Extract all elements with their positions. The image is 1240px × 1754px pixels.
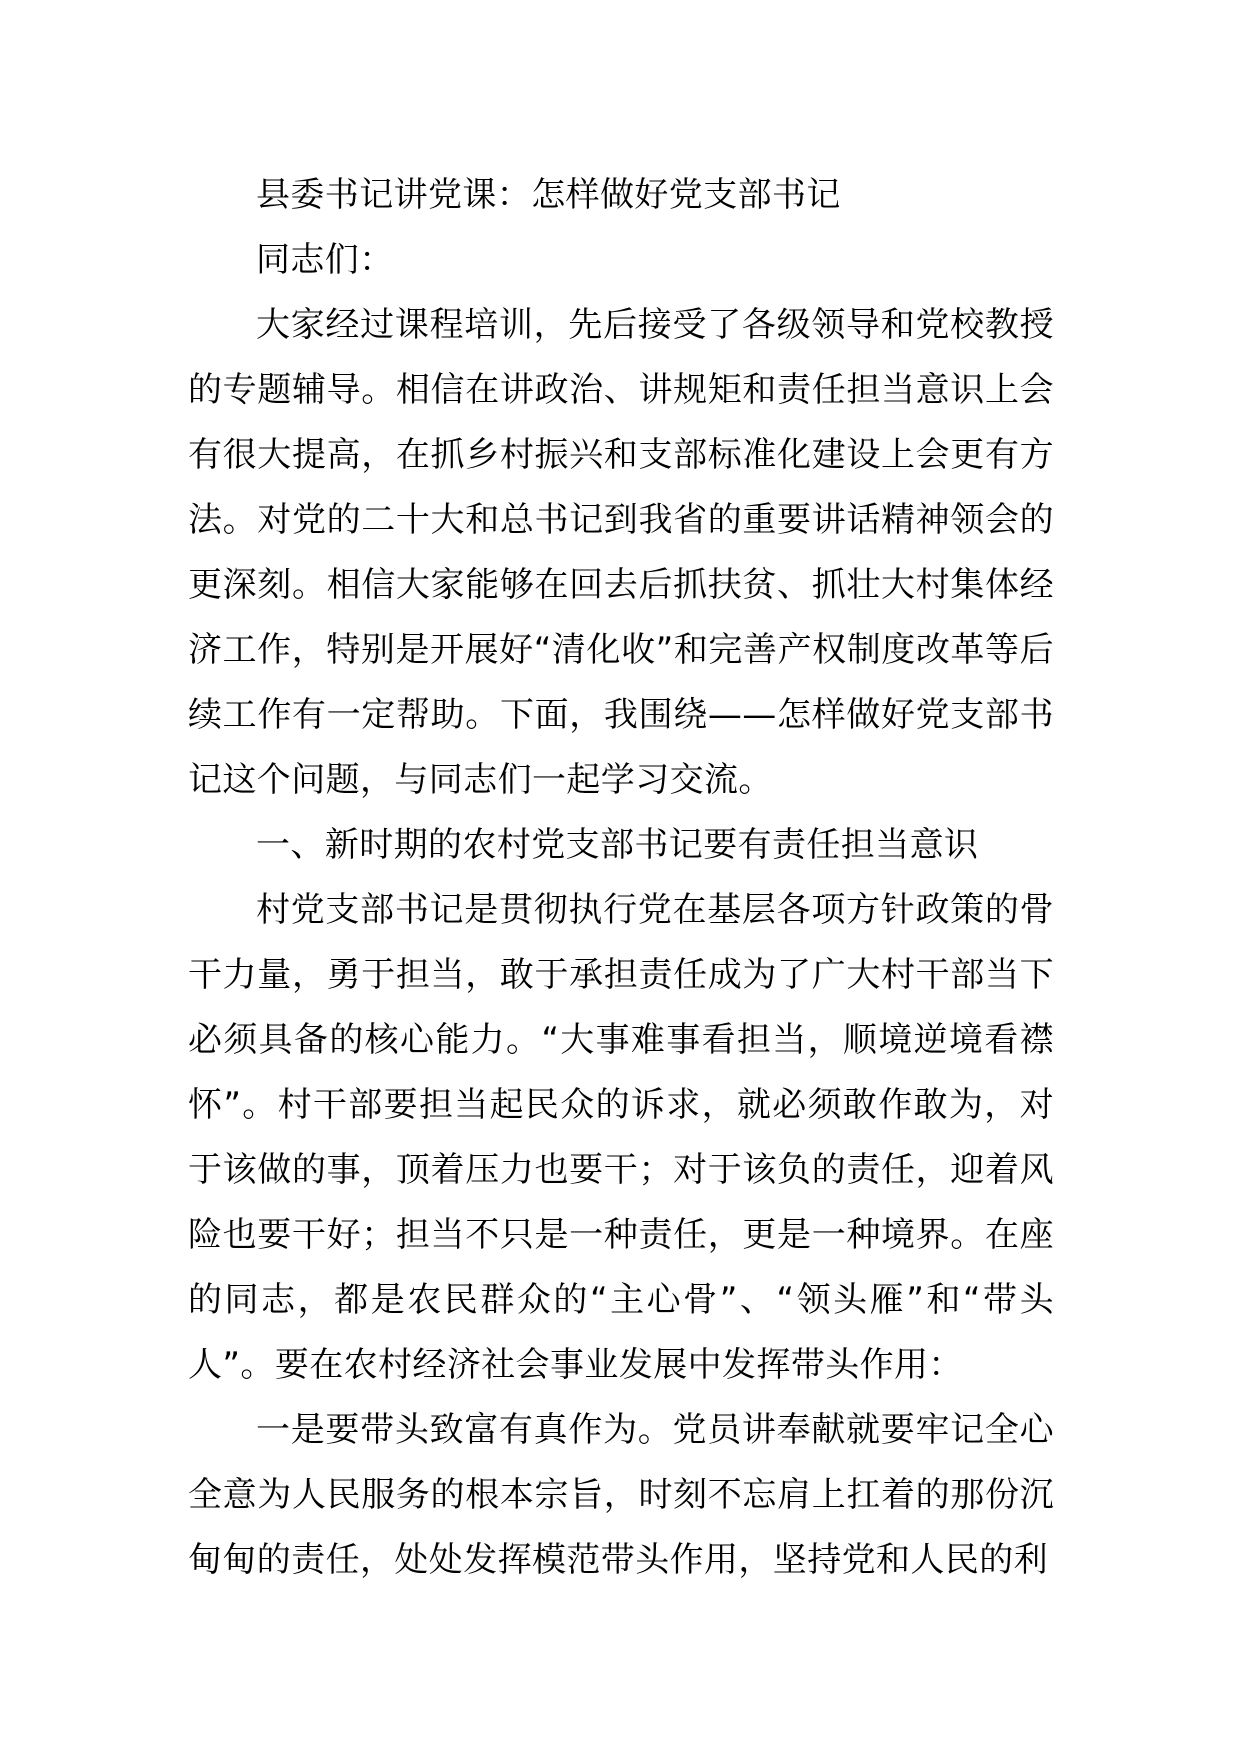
paragraph-point-1: 一是要带头致富有真作为。党员讲奉献就要牢记全心全意为人民服务的根本宗旨，时刻不忘肩上扛着的那份沉甸甸的责任，处处发挥模范带头作用，坚持党和人民的利 bbox=[188, 1410, 1054, 1580]
document-body bbox=[188, 163, 1054, 1593]
paragraph-intro: 大家经过课程培训，先后接受了各级领导和党校教授的专题辅导。相信在讲政治、讲规矩和责任担当意识上会有很大提高，在抓乡村振兴和支部标准化建设上会更有方法。对党的二十大和总书记到我省的重要讲话精神领会的更深刻。相信大家能够在回去后抓扶贫、抓壮大村集体经济工作，特别是开展好“清化收”和完善产权制度改革等后续工作有一定帮助。下面，我围绕——怎样做好党支部书记这个问题，与同志们一起学习交流。 bbox=[188, 305, 1054, 800]
section-heading-1: 一、新时期的农村党支部书记要有责任担当意识 bbox=[256, 825, 979, 865]
paragraph-section-1: 村党支部书记是贯彻执行党在基层各项方针政策的骨干力量，勇于担当，敢于承担责任成为了广大村干部当下必须具备的核心能力。“大事难事看担当，顺境逆境看襟怀”。村干部要担当起民众的诉求，就必须敢作敢为，对于该做的事，顶着压力也要干；对于该负的责任，迎着风险也要干好；担当不只是一种责任，更是一种境界。在座的同志，都是农民群众的“主心骨”、“领头雁”和“带头人”。要在农村经济社会事业发展中发挥带头作用： bbox=[188, 890, 1054, 1385]
document-title: 县委书记讲党课：怎样做好党支部书记 bbox=[256, 175, 841, 215]
salutation: 同志们： bbox=[256, 240, 394, 280]
